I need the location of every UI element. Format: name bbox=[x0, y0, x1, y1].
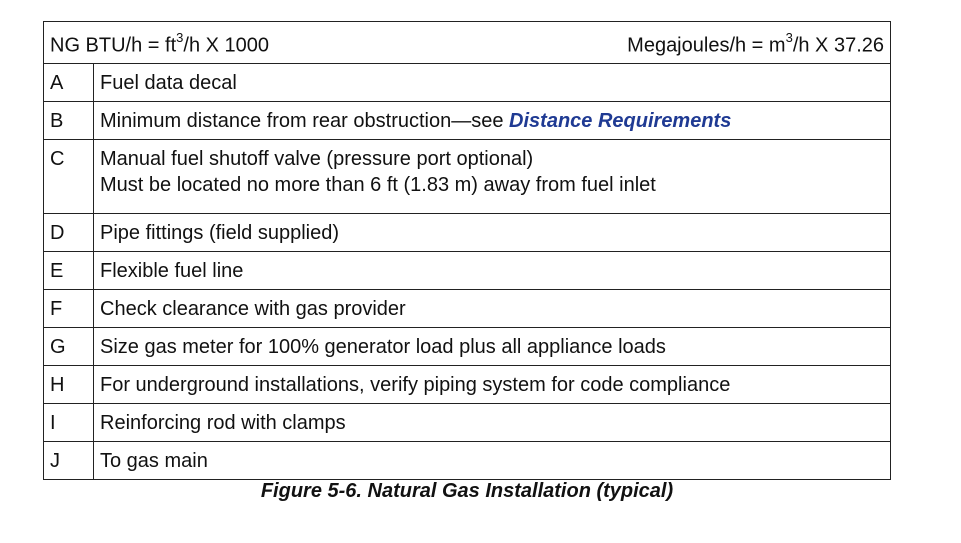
legend-row-a bbox=[44, 64, 891, 102]
btu-formula-suffix: /h X 1000 bbox=[183, 34, 270, 57]
legend-letter: B bbox=[44, 102, 94, 140]
legend-letter: I bbox=[44, 404, 94, 442]
figure-caption: Figure 5-6. Natural Gas Installation (typical) bbox=[260, 480, 674, 502]
legend-description: Size gas meter for 100% generator load plus all appliance loads bbox=[94, 328, 891, 366]
legend-letter: H bbox=[44, 366, 94, 404]
mj-formula-exponent: 3 bbox=[785, 29, 793, 45]
legend-row-e bbox=[44, 252, 891, 290]
btu-conversion-formula bbox=[50, 27, 269, 59]
legend-row-j bbox=[44, 442, 891, 480]
legend-row-c bbox=[44, 140, 891, 214]
legend-description: Pipe fittings (field supplied) bbox=[94, 214, 891, 252]
legend-description-line-1: Manual fuel shutoff valve (pressure port optional) bbox=[100, 148, 534, 170]
legend-description bbox=[94, 102, 891, 140]
conversion-header-cell bbox=[44, 22, 891, 64]
legend-letter: G bbox=[44, 328, 94, 366]
legend-letter: D bbox=[44, 214, 94, 252]
legend-description: Check clearance with gas provider bbox=[94, 290, 891, 328]
btu-formula-prefix: NG BTU/h = ft bbox=[50, 34, 177, 57]
legend-letter: C bbox=[44, 140, 94, 214]
legend-description-text: Minimum distance from rear obstruction—see bbox=[100, 109, 510, 132]
mj-formula-prefix: Megajoules/h = m bbox=[627, 34, 786, 57]
legend-description bbox=[94, 140, 891, 214]
legend-row-b bbox=[44, 102, 891, 140]
megajoule-conversion-formula bbox=[627, 27, 884, 59]
legend-row-h bbox=[44, 366, 891, 404]
legend-description: To gas main bbox=[94, 442, 891, 480]
legend-description: Fuel data decal bbox=[94, 64, 891, 102]
legend-description-line-2: Must be located no more than 6 ft (1.83 m) away from fuel inlet bbox=[100, 174, 656, 196]
legend-row-d bbox=[44, 214, 891, 252]
btu-formula-exponent: 3 bbox=[176, 29, 184, 45]
legend-row-f bbox=[44, 290, 891, 328]
legend-letter: E bbox=[44, 252, 94, 290]
legend-row-i bbox=[44, 404, 891, 442]
legend-letter: F bbox=[44, 290, 94, 328]
legend-table bbox=[43, 21, 891, 480]
legend-letter: J bbox=[44, 442, 94, 480]
legend-description: Flexible fuel line bbox=[94, 252, 891, 290]
legend-row-g bbox=[44, 328, 891, 366]
distance-requirements-link[interactable]: Distance Requirements bbox=[509, 109, 732, 132]
legend-description: For underground installations, verify piping system for code compliance bbox=[94, 366, 891, 404]
legend-description: Reinforcing rod with clamps bbox=[94, 404, 891, 442]
mj-formula-suffix: /h X 37.26 bbox=[792, 34, 884, 57]
conversion-header-row bbox=[44, 22, 891, 64]
legend-letter: A bbox=[44, 64, 94, 102]
